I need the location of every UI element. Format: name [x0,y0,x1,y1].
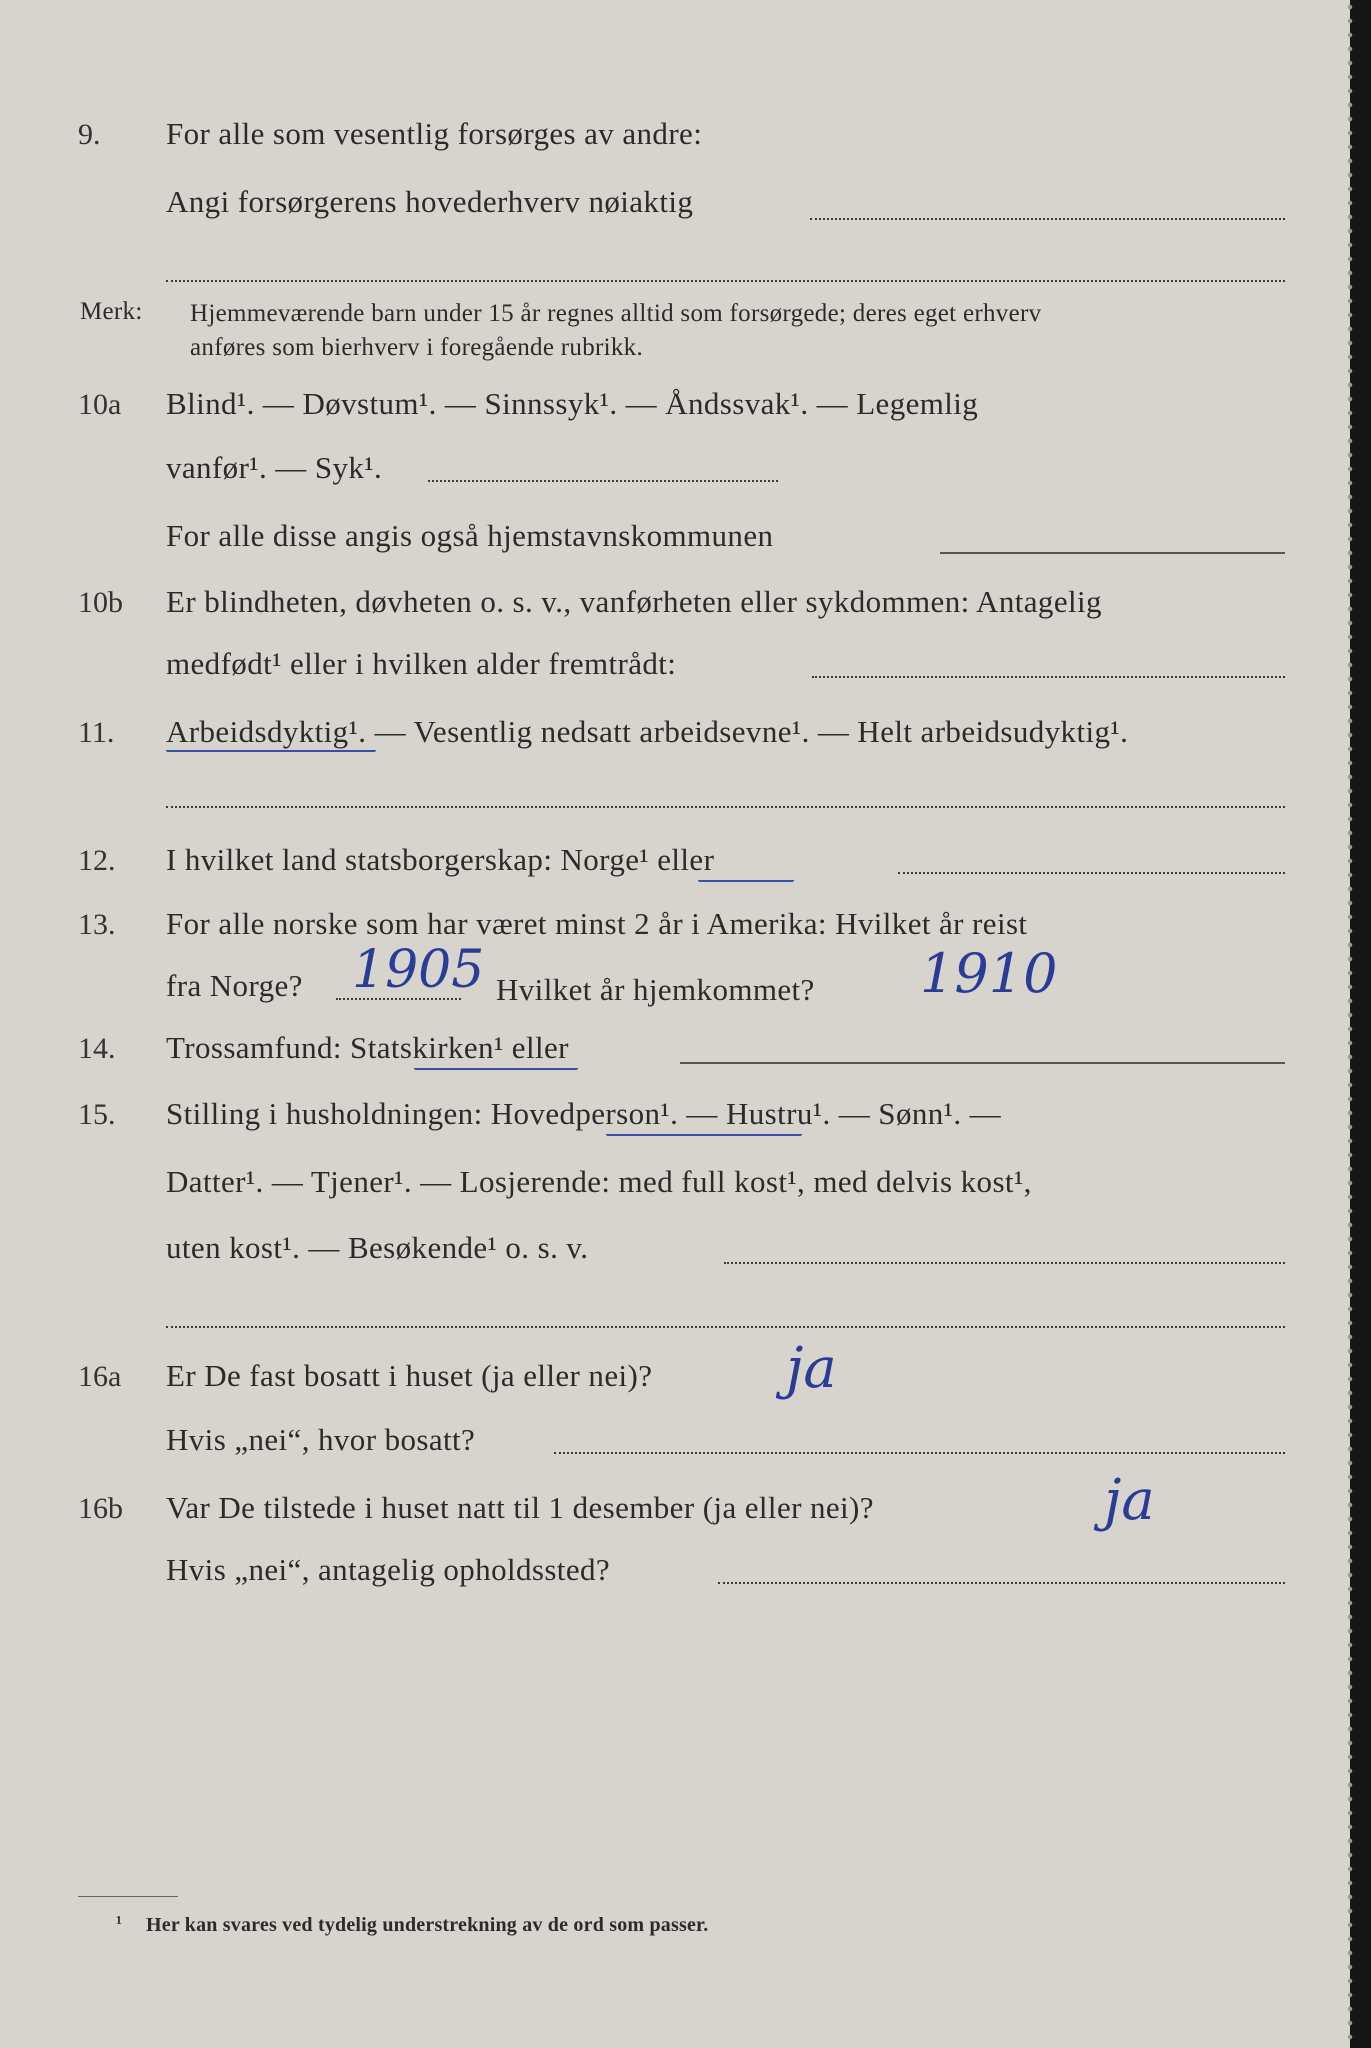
question-16a-answer-line [554,1452,1285,1454]
question-9-line-1: For alle som vesentlig forsørges av andre: [166,116,703,151]
question-13-line-2a: fra Norge? [166,968,303,1003]
question-16b-answer-line [718,1582,1285,1584]
question-16b-line-2: Hvis „nei“, antagelig opholdssted? [166,1552,611,1587]
question-15-line-2: Datter¹. — Tjener¹. — Losjerende: med full kost¹, med delvis kost¹, [166,1164,1032,1199]
question-16a-line-1: Er De fast bosatt i huset (ja eller nei)? [166,1358,653,1393]
question-16a-number: 16a [78,1360,122,1393]
question-10b-line-2: medfødt¹ eller i hvilken alder fremtrådt: [166,646,677,681]
question-10b-answer-line [812,676,1285,678]
question-9-answer-line [810,218,1285,220]
question-15-number: 15. [78,1098,116,1131]
handwritten-departure-year: 1905 [352,940,485,1000]
question-10b-number: 10b [78,586,123,619]
merk-line-1: Hjemmeværende barn under 15 år regnes alltid som forsørgede; deres eget erhverv [190,300,1042,327]
underline-statskirken [414,1068,578,1070]
question-11-answer-line [166,806,1285,808]
handwritten-answer-16b: ja [1104,1468,1155,1533]
underline-norge [698,880,794,882]
question-13-line-2b: Hvilket år hjemkommet? [496,972,815,1007]
question-16b-number: 16b [78,1492,123,1525]
merk-line-2: anføres som bierhverv i foregående rubrikk. [190,334,644,361]
question-9-answer-line-2 [166,280,1285,282]
question-9-number: 9. [78,118,101,151]
question-14-number: 14. [78,1032,116,1065]
question-10a-hometown-line [940,552,1285,554]
question-12-line-1: I hvilket land statsborgerskap: Norge¹ eller [166,842,715,877]
question-13-line-1: For alle norske som har været minst 2 år i Amerika: Hvilket år reist [166,906,1028,941]
question-12-number: 12. [78,844,116,877]
underline-arbeidsdyktig [166,750,376,752]
question-13-number: 13. [78,908,116,941]
question-9-line-2: Angi forsørgerens hovederhverv nøiaktig [166,184,694,219]
question-14-line-1: Trossamfund: Statskirken¹ eller [166,1030,569,1065]
underline-hovedperson [606,1134,802,1136]
scan-perforation [1346,0,1354,2048]
merk-label: Merk: [80,298,143,325]
question-15-line-1: Stilling i husholdningen: Hovedperson¹. — Hustru¹. — Sønn¹. — [166,1096,1002,1131]
handwritten-answer-16a: ja [786,1336,837,1401]
footnote-rule [78,1896,178,1897]
question-16b-line-1: Var De tilstede i huset natt til 1 desember (ja eller nei)? [166,1490,874,1525]
question-10a-line-1: Blind¹. — Døvstum¹. — Sinnssyk¹. — Åndssvak¹. — Legemlig [166,386,979,421]
question-10a-number: 10a [78,388,122,421]
question-10a-answer-line [428,480,778,482]
handwritten-return-year: 1910 [920,942,1058,1005]
question-10a-line-3: For alle disse angis også hjemstavnskommunen [166,518,774,553]
footnote-mark: ¹ [116,1912,123,1934]
footnote-text: Her kan svares ved tydelig understrekning av de ord som passer. [146,1914,709,1936]
question-16a-line-2: Hvis „nei“, hvor bosatt? [166,1422,476,1457]
question-10a-line-2: vanfør¹. — Syk¹. [166,450,383,485]
question-15-answer-line [724,1262,1285,1264]
question-14-answer-line [680,1062,1285,1064]
question-15-answer-line-2 [166,1326,1285,1328]
question-11-line-1: Arbeidsdyktig¹. — Vesentlig nedsatt arbeidsevne¹. — Helt arbeidsudyktig¹. [166,714,1129,749]
question-11-number: 11. [78,716,115,749]
question-10b-line-1: Er blindheten, døvheten o. s. v., vanførheten eller sykdommen: Antagelig [166,584,1102,619]
question-15-line-3: uten kost¹. — Besøkende¹ o. s. v. [166,1230,589,1265]
question-12-answer-line [898,872,1285,874]
